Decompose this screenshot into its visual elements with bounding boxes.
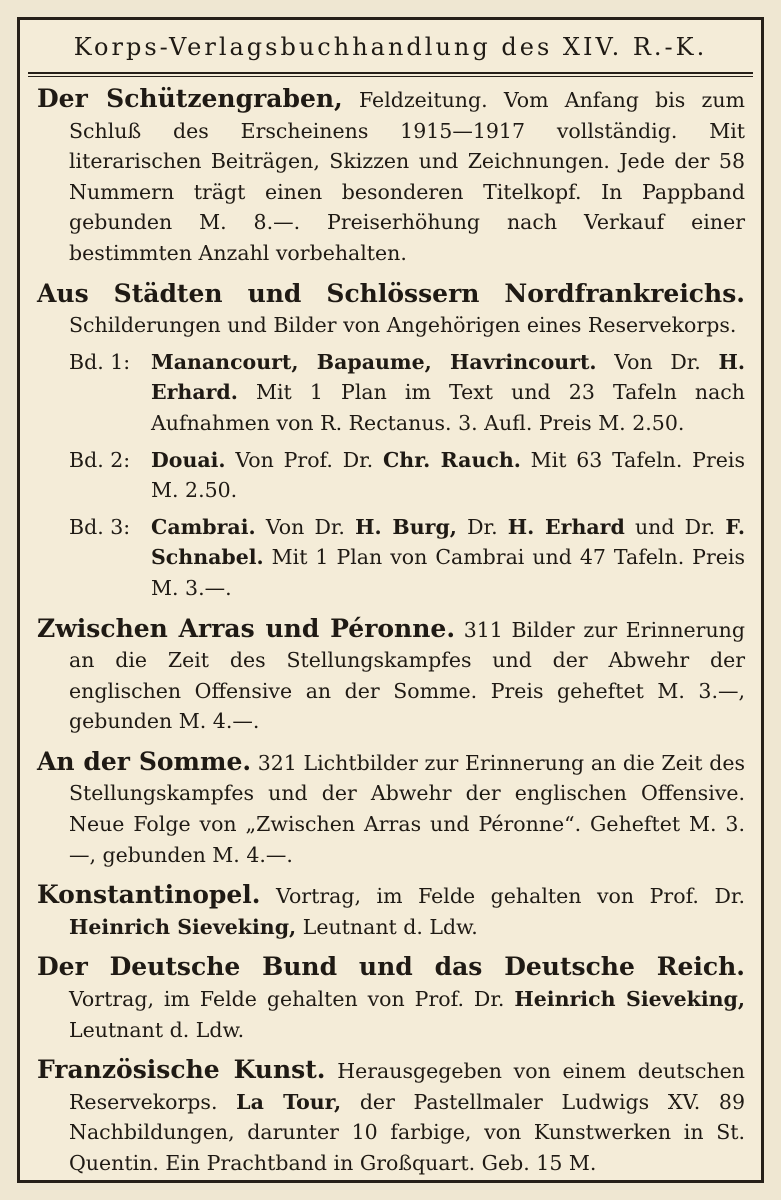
volume-title: Douai.: [151, 447, 226, 472]
entry-title: Konstantinopel.: [37, 880, 261, 910]
header-rule: [28, 72, 753, 74]
volume-author: H. Burg,: [355, 514, 457, 539]
catalog-entry: [37, 279, 745, 341]
volume-text: Mit 1 Plan im Text und 23 Tafeln nach Aufnahmen von R. Rectanus. 3. Aufl. Preis M. 2.50.: [151, 380, 745, 435]
entry-text: der Pastellmaler Ludwigs XV. 89 Nachbildungen, darunter 10 farbige, von Kunstwerken in St. Quentin. Ein Prachtband in Großquart. Geb. 15 M.: [69, 1089, 745, 1175]
catalog-entry: [37, 1055, 745, 1178]
volume-item: [69, 347, 745, 439]
entry-title: Der Schützengraben,: [37, 84, 343, 113]
entry-text: Feldzeitung. Vom Anfang bis zum Schluß des Erscheinens 1915—1917 vollständig. Mit literarischen Beiträgen, Skizzen und Zeichnungen. Jede der 58 Nummern trägt einen besonderen Titelkopf. In Pappband gebunden M. 8.—. Preiserhöhung nach Verkauf einer bestimmten Anzahl vorbehalten.: [69, 88, 745, 265]
entry-title: Französische Kunst.: [37, 1055, 326, 1085]
entry-text: Vortrag, im Felde gehalten von Prof. Dr.: [69, 987, 505, 1012]
volume-label: Bd. 1:: [69, 349, 131, 374]
volume-author: F. Schnabel.: [151, 514, 745, 570]
volume-text: Dr.: [467, 514, 498, 539]
catalog-entry: [37, 952, 745, 1045]
volume-author: H. Erhard: [507, 514, 625, 539]
entry-text: 311 Bilder zur Erinnerung an die Zeit des Stellungskampfes und der Abwehr der englischen Offensive an der Somme. Preis geheftet M. 3.—, gebunden M. 4.—.: [69, 617, 745, 734]
volume-title: Cambrai.: [151, 514, 256, 539]
volume-title: Manancourt, Bapaume, Havrincourt.: [151, 349, 597, 374]
volume-label: Bd. 3:: [69, 514, 131, 539]
volume-text: Von Dr.: [265, 514, 345, 539]
entry-author: Heinrich Sieveking,: [514, 987, 745, 1012]
volume-author: Chr. Rauch.: [382, 447, 521, 472]
volume-author: H. Erhard.: [151, 349, 745, 405]
volume-item: [69, 512, 745, 604]
publisher-header: Korps-Verlagsbuchhandlung des XIV. R.-K.: [73, 33, 708, 61]
entry-title: Der Deutsche Bund und das Deutsche Reich.: [37, 952, 745, 982]
entry-text: Schilderungen und Bilder von Angehörigen eines Reservekorps.: [69, 313, 737, 338]
catalog-entry: [37, 84, 745, 269]
entry-subtitle: La Tour,: [236, 1089, 342, 1114]
catalog-list: [37, 84, 745, 1189]
volume-text: Mit 63 Tafeln. Preis M. 2.50.: [151, 447, 745, 503]
entry-title: Aus Städten und Schlössern Nordfrankreichs.: [37, 278, 745, 308]
header-rule-thin: [28, 76, 753, 77]
volume-item: [69, 445, 745, 506]
entry-title: Zwischen Arras und Péronne.: [37, 613, 456, 643]
entry-title: An der Somme.: [37, 746, 252, 776]
entry-author: Heinrich Sieveking,: [69, 914, 297, 939]
entry-text: 321 Lichtbilder zur Erinnerung an die Zeit des Stellungskampfes und der Abwehr der englischen Offensive. Neue Folge von „Zwischen Arras und Péronne“. Geheftet M. 3.—, gebunden M. 4.—.: [69, 750, 745, 867]
entry-text: Leutnant d. Ldw.: [69, 1017, 245, 1042]
volume-text: Von Dr.: [614, 349, 701, 374]
catalog-entry: [37, 747, 745, 870]
catalog-entry: [37, 614, 745, 737]
entry-text: Leutnant d. Ldw.: [302, 914, 478, 939]
volume-text: und Dr.: [634, 514, 716, 539]
entry-text: Vortrag, im Felde gehalten von Prof. Dr.: [276, 884, 745, 909]
volume-label: Bd. 2:: [69, 447, 131, 472]
catalog-entry: [37, 880, 745, 942]
volume-text: Von Prof. Dr.: [235, 447, 374, 472]
entry-text: Herausgegeben von einem deutschen Reservekorps.: [69, 1059, 745, 1114]
advertisement-page: [17, 17, 764, 1183]
volume-text: Mit 1 Plan von Cambrai und 47 Tafeln. Preis M. 3.—.: [151, 545, 745, 600]
